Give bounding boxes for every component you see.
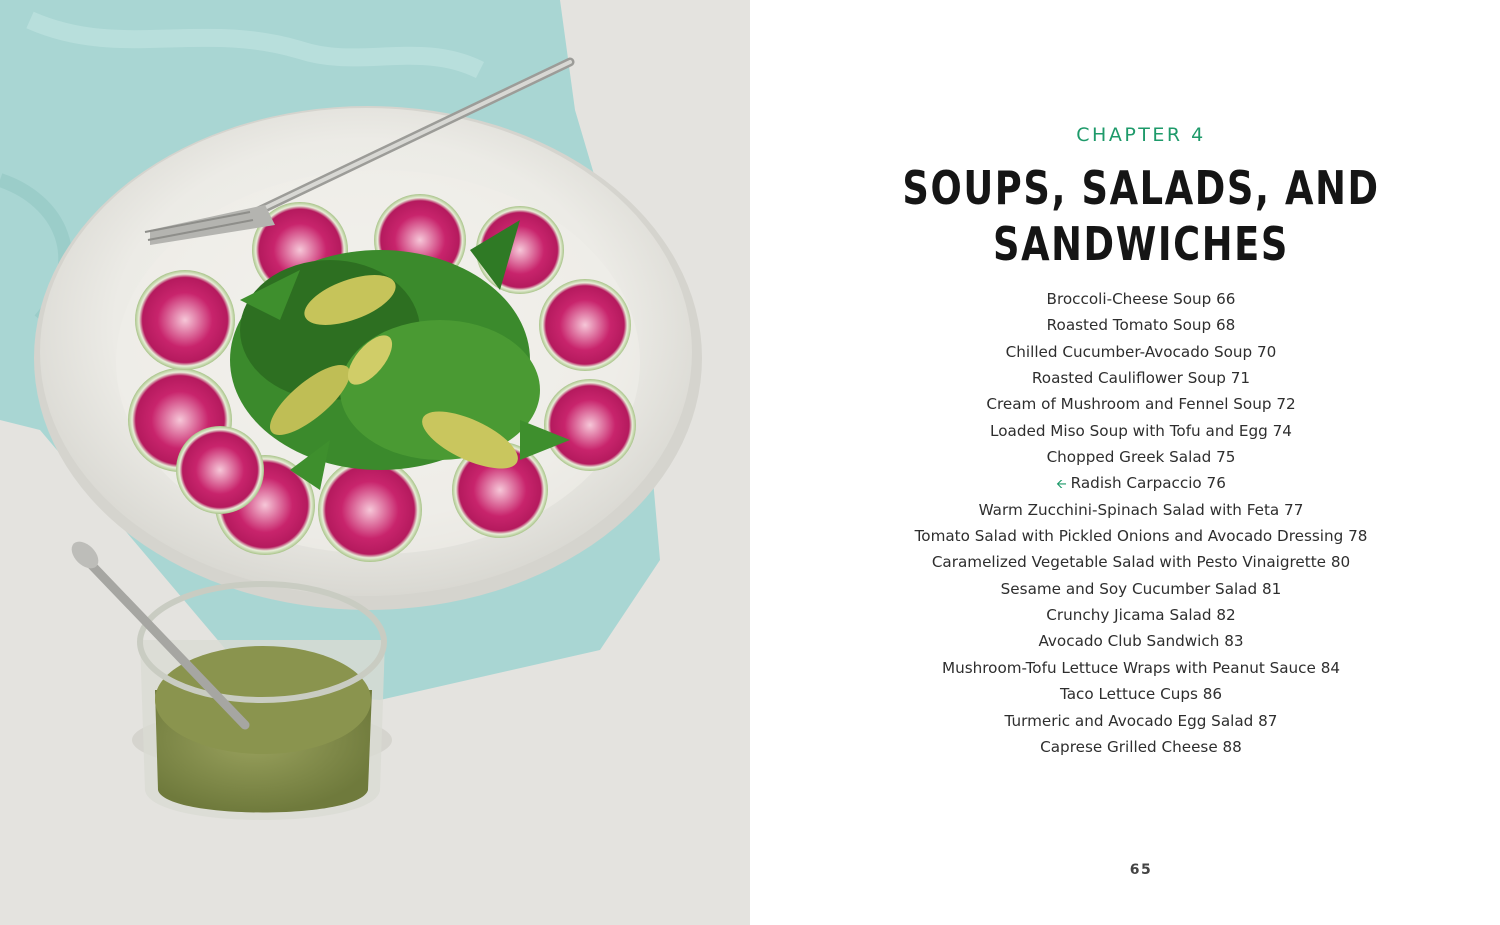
recipe-item[interactable]: Roasted Tomato Soup 68 (1046, 316, 1236, 335)
recipe-item[interactable]: Caramelized Vegetable Salad with Pesto Vinaigrette 80 (931, 553, 1351, 572)
recipe-item[interactable]: Warm Zucchini-Spinach Salad with Feta 77 (978, 500, 1304, 519)
chapter-title (828, 160, 1454, 272)
page-number: 65 (1129, 862, 1153, 878)
chapter-label: CHAPTER 4 (1076, 124, 1206, 146)
recipe-item[interactable]: Avocado Club Sandwich 83 (1038, 632, 1244, 651)
recipe-item[interactable]: Taco Lettuce Cups 86 (1059, 685, 1223, 704)
recipe-list (750, 286, 1500, 760)
recipe-item[interactable]: Sesame and Soy Cucumber Salad 81 (1000, 579, 1282, 598)
recipe-item[interactable]: Broccoli-Cheese Soup 66 (1046, 290, 1236, 308)
recipe-item-marked[interactable]: 🡨 Radish Carpaccio 76 (1056, 474, 1226, 493)
recipe-item[interactable]: Crunchy Jicama Salad 82 (1046, 606, 1236, 625)
chapter-title-line: SANDWICHES (992, 217, 1290, 271)
recipe-item[interactable]: Chopped Greek Salad 75 (1046, 448, 1236, 467)
recipe-item[interactable]: Caprese Grilled Cheese 88 (1040, 737, 1242, 756)
recipe-item[interactable]: Mushroom-Tofu Lettuce Wraps with Peanut Sauce 84 (941, 658, 1341, 677)
recipe-item[interactable]: Cream of Mushroom and Fennel Soup 72 (986, 395, 1296, 414)
chapter-title-line: SOUPS, SALADS, AND (902, 161, 1380, 215)
arrow-left-icon: 🡨 (1056, 477, 1067, 493)
chapter-page (750, 0, 1500, 925)
recipe-item[interactable]: Loaded Miso Soup with Tofu and Egg 74 (990, 421, 1292, 440)
recipe-item[interactable]: Turmeric and Avocado Egg Salad 87 (1004, 711, 1278, 730)
recipe-item[interactable]: Chilled Cucumber-Avocado Soup 70 (1005, 342, 1277, 361)
recipe-item[interactable]: Roasted Cauliflower Soup 71 (1031, 369, 1251, 388)
recipe-item[interactable]: Tomato Salad with Pickled Onions and Avocado Dressing 78 (914, 527, 1368, 546)
